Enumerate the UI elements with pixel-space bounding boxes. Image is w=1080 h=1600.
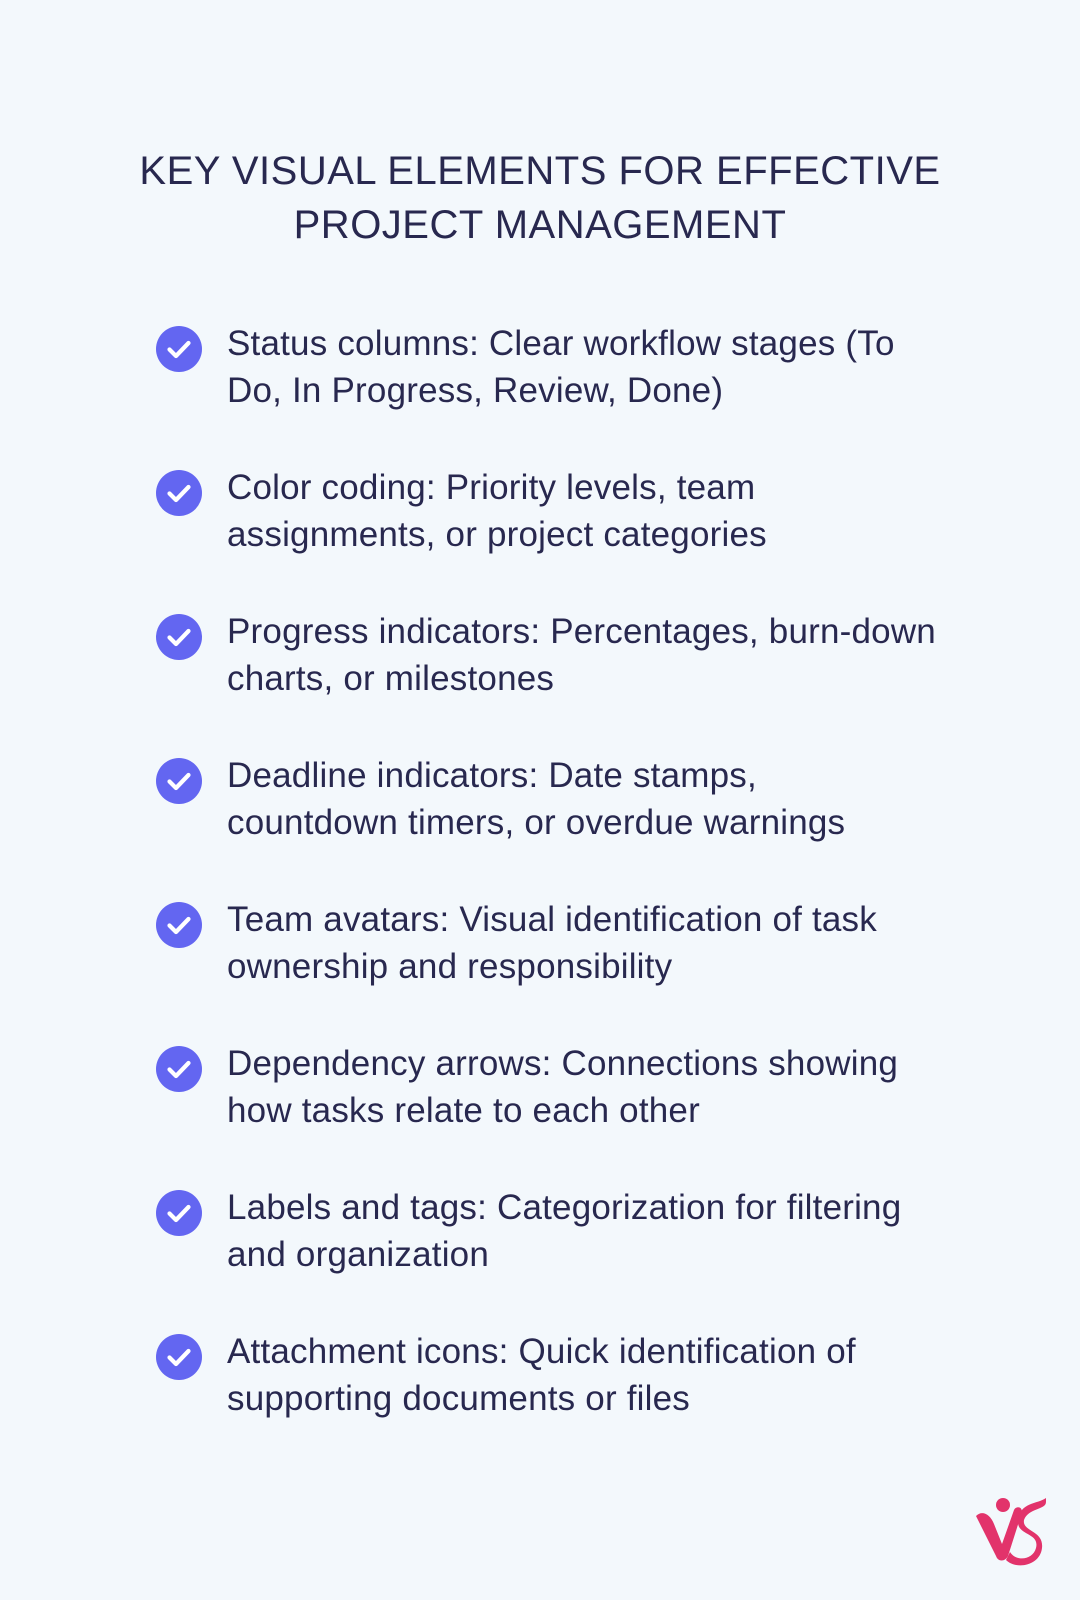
list-item-text: Status columns: Clear workflow stages (To Do, In Progress, Review, Done) — [227, 324, 895, 410]
check-circle-icon — [156, 614, 202, 660]
check-circle-icon — [156, 1190, 202, 1236]
page-title-line-2: PROJECT MANAGEMENT — [293, 203, 787, 247]
elements-list — [156, 320, 936, 1472]
check-circle-icon — [156, 470, 202, 516]
brand-logo-icon — [972, 1496, 1048, 1568]
list-item — [156, 608, 936, 752]
list-item — [156, 752, 936, 896]
list-item — [156, 896, 936, 1040]
check-circle-icon — [156, 758, 202, 804]
list-item-text: Deadline indicators: Date stamps, countdown timers, or overdue warnings — [227, 756, 846, 842]
list-item-text: Labels and tags: Categorization for filtering and organization — [227, 1188, 902, 1274]
check-circle-icon — [156, 1334, 202, 1380]
list-item-text: Team avatars: Visual identification of task ownership and responsibility — [227, 900, 877, 986]
list-item-text: Progress indicators: Percentages, burn-down charts, or milestones — [227, 612, 936, 698]
list-item-text: Color coding: Priority levels, team assignments, or project categories — [227, 468, 767, 554]
check-circle-icon — [156, 1046, 202, 1092]
list-item-text: Attachment icons: Quick identification of supporting documents or files — [227, 1332, 856, 1418]
list-item — [156, 320, 936, 464]
page-title — [0, 144, 1080, 252]
list-item — [156, 464, 936, 608]
check-circle-icon — [156, 902, 202, 948]
check-circle-icon — [156, 326, 202, 372]
list-item-text: Dependency arrows: Connections showing how tasks relate to each other — [227, 1044, 899, 1130]
page-title-line-1: KEY VISUAL ELEMENTS FOR EFFECTIVE — [139, 149, 941, 193]
list-item — [156, 1184, 936, 1328]
list-item — [156, 1328, 936, 1472]
list-item — [156, 1040, 936, 1184]
